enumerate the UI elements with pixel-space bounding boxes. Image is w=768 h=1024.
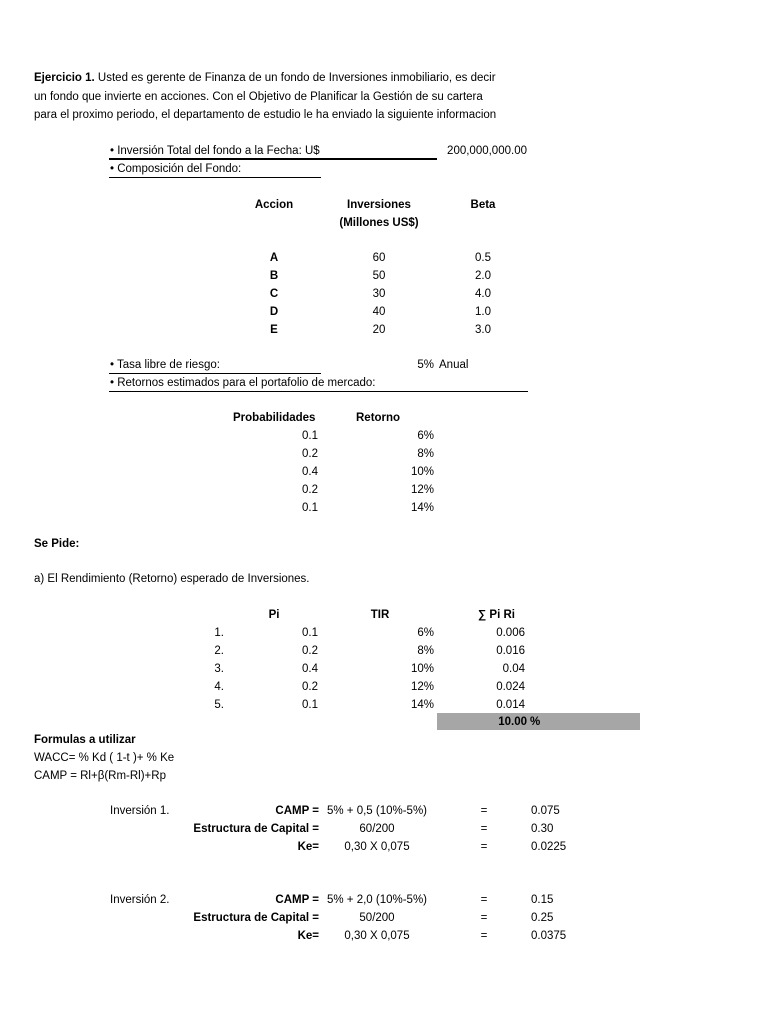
- market-prob: 0.2: [302, 484, 318, 496]
- investment-2-ke-equals: =: [480, 930, 488, 942]
- market-ret: 6%: [417, 430, 434, 442]
- fund-total-value: 200,000,000.00: [447, 145, 527, 157]
- investment-2-title: Inversión 2.: [110, 894, 170, 906]
- intro-line-2: un fondo que invierte en acciones. Con el Objetivo de Planificar la Gestión de su cartera: [34, 91, 483, 103]
- fund-total-underline: [109, 158, 437, 160]
- market-ret: 12%: [410, 484, 434, 496]
- risk-free-unit: Anual: [439, 359, 469, 371]
- composition-inversion: 50: [372, 270, 386, 282]
- investment-2-capital-value: 0.25: [531, 912, 554, 924]
- expected-tir: 10%: [410, 663, 434, 675]
- expected-pi-ri: 0.024: [496, 681, 525, 693]
- composition-accion: E: [270, 324, 278, 336]
- market-ret: 8%: [417, 448, 434, 460]
- question-a: a) El Rendimiento (Retorno) esperado de Inversiones.: [34, 573, 310, 585]
- risk-free-value: 5%: [417, 359, 434, 371]
- composition-inversion: 30: [372, 288, 386, 300]
- risk-free-underline: [109, 373, 321, 374]
- investment-1-camp-value: 0.075: [531, 805, 560, 817]
- composition-beta: 4.0: [475, 288, 491, 300]
- investment-1-capital-label: Estructura de Capital =: [193, 823, 319, 835]
- market-prob: 0.1: [302, 430, 318, 442]
- market-prob: 0.4: [302, 466, 318, 478]
- expected-pi: 0.2: [302, 645, 318, 657]
- expected-row-number: 2.: [214, 645, 224, 657]
- composition-accion: C: [269, 288, 279, 300]
- market-returns-underline: [109, 391, 528, 392]
- market-prob: 0.2: [302, 448, 318, 460]
- col-header-retorno: Retorno: [356, 412, 401, 424]
- se-pide-heading: Se Pide:: [34, 538, 80, 550]
- expected-tir: 12%: [410, 681, 434, 693]
- investment-2-camp-expr: 5% + 2,0 (10%-5%): [326, 894, 428, 906]
- market-ret: 14%: [410, 502, 434, 514]
- exercise-label: Ejercicio 1.: [34, 72, 95, 84]
- fund-total-label: • Inversión Total del fondo a la Fecha: U$: [110, 145, 320, 157]
- investment-2-camp-label: CAMP =: [275, 894, 319, 906]
- expected-pi: 0.1: [302, 627, 318, 639]
- col-header-sum-pi-ri: ∑ Pi Ri: [478, 609, 515, 621]
- fund-composition-label: • Composición del Fondo:: [110, 163, 242, 175]
- investment-2-capital-label: Estructura de Capital =: [193, 912, 319, 924]
- col-header-pi: Pi: [268, 609, 280, 621]
- expected-pi-ri: 0.014: [496, 699, 525, 711]
- market-ret: 10%: [410, 466, 434, 478]
- investment-2-camp-equals: =: [480, 894, 488, 906]
- composition-underline: [109, 177, 321, 178]
- investment-1-ke-value: 0.0225: [531, 841, 567, 853]
- investment-2-camp-value: 0.15: [531, 894, 554, 906]
- investment-1-camp-expr: 5% + 0,5 (10%-5%): [326, 805, 428, 817]
- investment-2-ke-expr: 0,30 X 0,075: [344, 930, 410, 942]
- investment-2-capital-expr: 50/200: [359, 912, 395, 924]
- intro-text-1: Usted es gerente de Finanza de un fondo de Inversiones inmobiliario, es decir: [94, 72, 496, 84]
- investment-2-ke-label: Ke=: [297, 930, 319, 942]
- col-header-probabilidades: Probabilidades: [233, 412, 316, 424]
- composition-accion: D: [269, 306, 279, 318]
- expected-row-number: 5.: [214, 699, 224, 711]
- col-header-beta: Beta: [470, 199, 496, 211]
- risk-free-label: • Tasa libre de riesgo:: [110, 359, 220, 371]
- expected-pi-ri: 0.016: [496, 645, 525, 657]
- investment-1-ke-label: Ke=: [297, 841, 319, 853]
- composition-beta: 0.5: [475, 252, 491, 264]
- investment-2-ke-value: 0.0375: [531, 930, 567, 942]
- composition-beta: 3.0: [475, 324, 491, 336]
- expected-total-value: 10.00: [498, 716, 527, 728]
- investment-1-capital-expr: 60/200: [359, 823, 395, 835]
- investment-1-title: Inversión 1.: [110, 805, 170, 817]
- expected-tir: 14%: [410, 699, 434, 711]
- formulas-title: Formulas a utilizar: [34, 734, 136, 746]
- investment-1-capital-equals: =: [480, 823, 488, 835]
- investment-1-camp-equals: =: [480, 805, 488, 817]
- composition-beta: 2.0: [475, 270, 491, 282]
- composition-inversion: 60: [372, 252, 386, 264]
- expected-pi-ri: 0.006: [496, 627, 525, 639]
- composition-accion: B: [269, 270, 279, 282]
- composition-accion: A: [269, 252, 279, 264]
- market-returns-label: • Retornos estimados para el portafolio de mercado:: [110, 377, 376, 389]
- formula-camp: CAMP = Rl+β(Rm-Rl)+Rp: [34, 770, 166, 782]
- expected-pi: 0.2: [302, 681, 318, 693]
- investment-1-camp-label: CAMP =: [275, 805, 319, 817]
- expected-total-unit: %: [530, 716, 541, 728]
- composition-inversion: 20: [372, 324, 386, 336]
- col-header-inversiones: Inversiones: [347, 199, 411, 211]
- col-header-tir: TIR: [370, 609, 390, 621]
- col-header-millones: (Millones US$): [339, 217, 419, 229]
- investment-1-capital-value: 0.30: [531, 823, 554, 835]
- expected-pi-ri: 0.04: [502, 663, 525, 675]
- col-header-accion: Accion: [254, 199, 294, 211]
- expected-pi: 0.4: [302, 663, 318, 675]
- expected-row-number: 1.: [214, 627, 224, 639]
- composition-beta: 1.0: [475, 306, 491, 318]
- expected-row-number: 3.: [214, 663, 224, 675]
- formula-wacc: WACC= % Kd ( 1-t )+ % Ke: [34, 752, 175, 764]
- expected-tir: 8%: [417, 645, 434, 657]
- expected-row-number: 4.: [214, 681, 224, 693]
- expected-pi: 0.1: [302, 699, 318, 711]
- investment-2-capital-equals: =: [480, 912, 488, 924]
- expected-tir: 6%: [417, 627, 434, 639]
- intro-line-3: para el proximo periodo, el departamento de estudio le ha enviado la siguiente informacion: [34, 109, 497, 121]
- investment-1-ke-expr: 0,30 X 0,075: [344, 841, 410, 853]
- composition-inversion: 40: [372, 306, 386, 318]
- intro-line-1: [34, 71, 496, 85]
- market-prob: 0.1: [302, 502, 318, 514]
- investment-1-ke-equals: =: [480, 841, 488, 853]
